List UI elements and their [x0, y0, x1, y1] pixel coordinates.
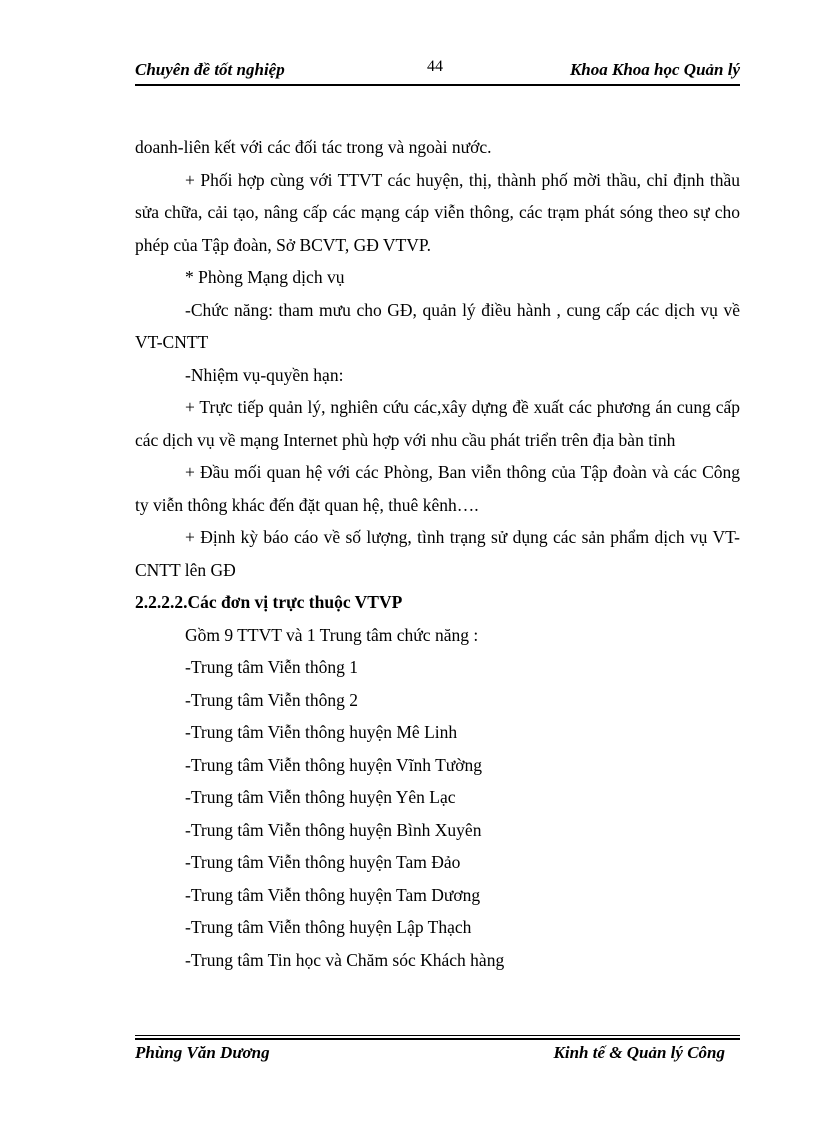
list-item: -Trung tâm Viễn thông huyện Tam Dương: [185, 884, 481, 905]
list-item: -Trung tâm Viễn thông 1: [185, 657, 358, 677]
list-item: -Trung tâm Viễn thông huyện Yên Lạc: [185, 787, 456, 807]
paragraph: -Chức năng: tham mưu cho GĐ, quản lý điều hành , cung cấp các dịch vụ về VT-CNTT: [135, 299, 740, 352]
paragraph: + Định kỳ báo cáo về số lượng, tình trạng sử dụng các sản phẩm dịch vụ VT-CNTT lên GĐ: [135, 527, 740, 580]
footer-rule: [135, 1035, 740, 1040]
paragraph: + Phối hợp cùng với TTVT các huyện, thị, thành phố mời thầu, chỉ định thầu sửa chữa, cải tạo, nâng cấp các mạng cáp viễn thông, các trạm phát sóng theo sự cho phép của Tập đoàn, Sở BCVT, GĐ VTVP.: [135, 169, 740, 255]
page-number: 44: [427, 58, 443, 75]
footer-department: Kinh tế & Quản lý Công: [553, 1043, 725, 1062]
list-item: -Trung tâm Viễn thông huyện Lập Thạch: [185, 917, 472, 937]
list-item: -Trung tâm Tin học và Chăm sóc Khách hàng: [185, 949, 505, 970]
page-footer: [135, 1043, 725, 1069]
page-header: [135, 60, 740, 86]
header-thesis-title: Chuyên đề tốt nghiệp: [135, 60, 285, 79]
paragraph: + Đầu mối quan hệ với các Phòng, Ban viễn thông của Tập đoàn và các Công ty viễn thông khác đến đặt quan hệ, thuê kênh….: [135, 462, 740, 515]
list-item: -Trung tâm Viễn thông huyện Tam Đảo: [185, 852, 461, 872]
header-rule: [135, 84, 740, 86]
section-intro: Gồm 9 TTVT và 1 Trung tâm chức năng :: [185, 624, 479, 645]
paragraph: + Trực tiếp quản lý, nghiên cứu các,xây dựng đề xuất các phương án cung cấp các dịch vụ về mạng Internet phù hợp với nhu cầu phát triển trên địa bàn tỉnh: [135, 397, 740, 450]
subsection-title: * Phòng Mạng dịch vụ: [185, 267, 345, 287]
list-item: -Trung tâm Viễn thông huyện Mê Linh: [185, 722, 458, 742]
footer-author: Phùng Văn Dương: [135, 1043, 270, 1062]
list-item: -Trung tâm Viễn thông huyện Vĩnh Tường: [185, 754, 483, 775]
header-faculty: Khoa Khoa học Quản lý: [569, 60, 740, 79]
page-body: [135, 131, 740, 976]
list-item: -Trung tâm Viễn thông huyện Bình Xuyên: [185, 819, 482, 840]
section-heading: 2.2.2.2.Các đơn vị trực thuộc VTVP: [135, 592, 403, 612]
list-item: -Trung tâm Viễn thông 2: [185, 689, 358, 710]
paragraph: doanh-liên kết với các đối tác trong và ngoài nước.: [135, 137, 492, 157]
paragraph: -Nhiệm vụ-quyền hạn:: [185, 364, 344, 385]
